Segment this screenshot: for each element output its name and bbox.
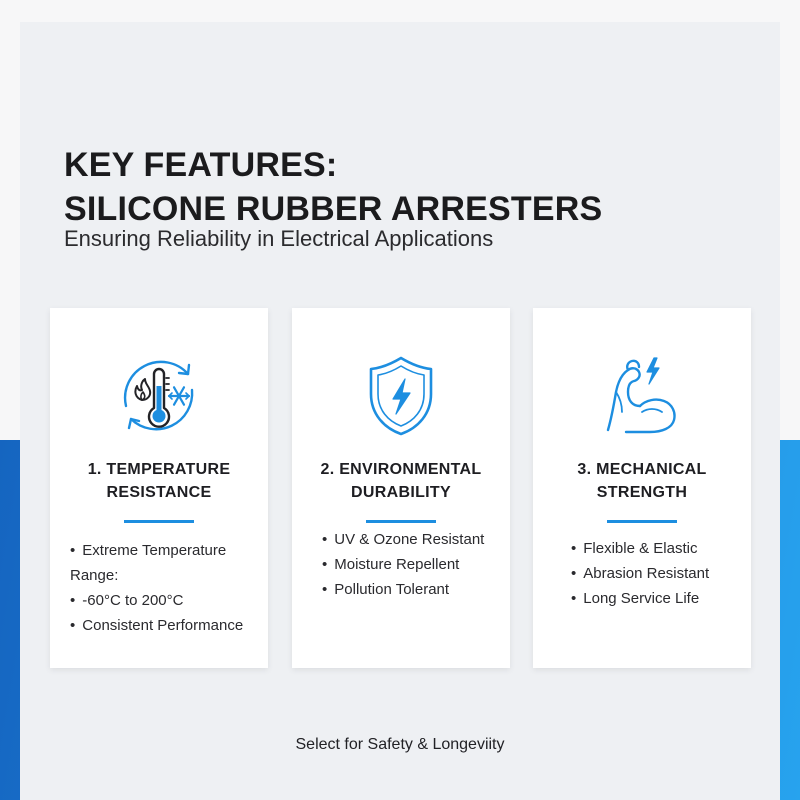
- title-line-2: SILICONE RUBBER ARRESTERS: [64, 190, 603, 228]
- title-divider: [607, 520, 677, 523]
- list-item: • Pollution Tolerant: [322, 577, 484, 602]
- title-line-1: KEY FEATURES:: [64, 146, 338, 184]
- footer-tagline: Select for Safety & Longeviity: [295, 736, 505, 753]
- feature-card-environmental: [292, 308, 510, 668]
- list-item: • Abrasion Resistant: [571, 561, 709, 586]
- list-item: • Flexible & Elastic: [571, 536, 709, 561]
- title-divider: [366, 520, 436, 523]
- feature-card-temperature: [50, 308, 268, 668]
- card-title-line-2: RESISTANCE: [106, 484, 212, 501]
- list-item: • Consistent Performance: [70, 613, 268, 638]
- bullet-list-environmental: [322, 527, 484, 602]
- list-item: • Extreme Temperature Range:: [70, 538, 268, 588]
- title-divider: [124, 520, 194, 523]
- list-item: • Long Service Life: [571, 586, 709, 611]
- card-title-line-1: 1. TEMPERATURE: [87, 461, 231, 478]
- feature-card-mechanical: [533, 308, 751, 668]
- page-subtitle: Ensuring Reliability in Electrical Applications: [64, 226, 494, 251]
- list-item: • Moisture Repellent: [322, 552, 484, 577]
- card-title-line-1: 2. ENVIRONMENTAL: [320, 461, 482, 478]
- bullet-list-temperature: [70, 538, 268, 638]
- flexed-arm-lightning-icon: [592, 346, 692, 446]
- shield-lightning-icon: [351, 346, 451, 446]
- page-title: [64, 143, 602, 231]
- temperature-cycle-icon: [109, 346, 209, 446]
- card-title-line-2: STRENGTH: [596, 484, 688, 501]
- bullet-list-mechanical: [571, 536, 709, 611]
- card-title-environmental: [292, 458, 510, 504]
- list-item: • UV & Ozone Resistant: [322, 527, 484, 552]
- card-title-line-2: DURABILITY: [351, 484, 451, 501]
- list-item: • -60°C to 200°C: [70, 588, 268, 613]
- card-title-line-1: 3. MECHANICAL: [577, 461, 707, 478]
- card-title-mechanical: [533, 458, 751, 504]
- card-title-temperature: [50, 458, 268, 504]
